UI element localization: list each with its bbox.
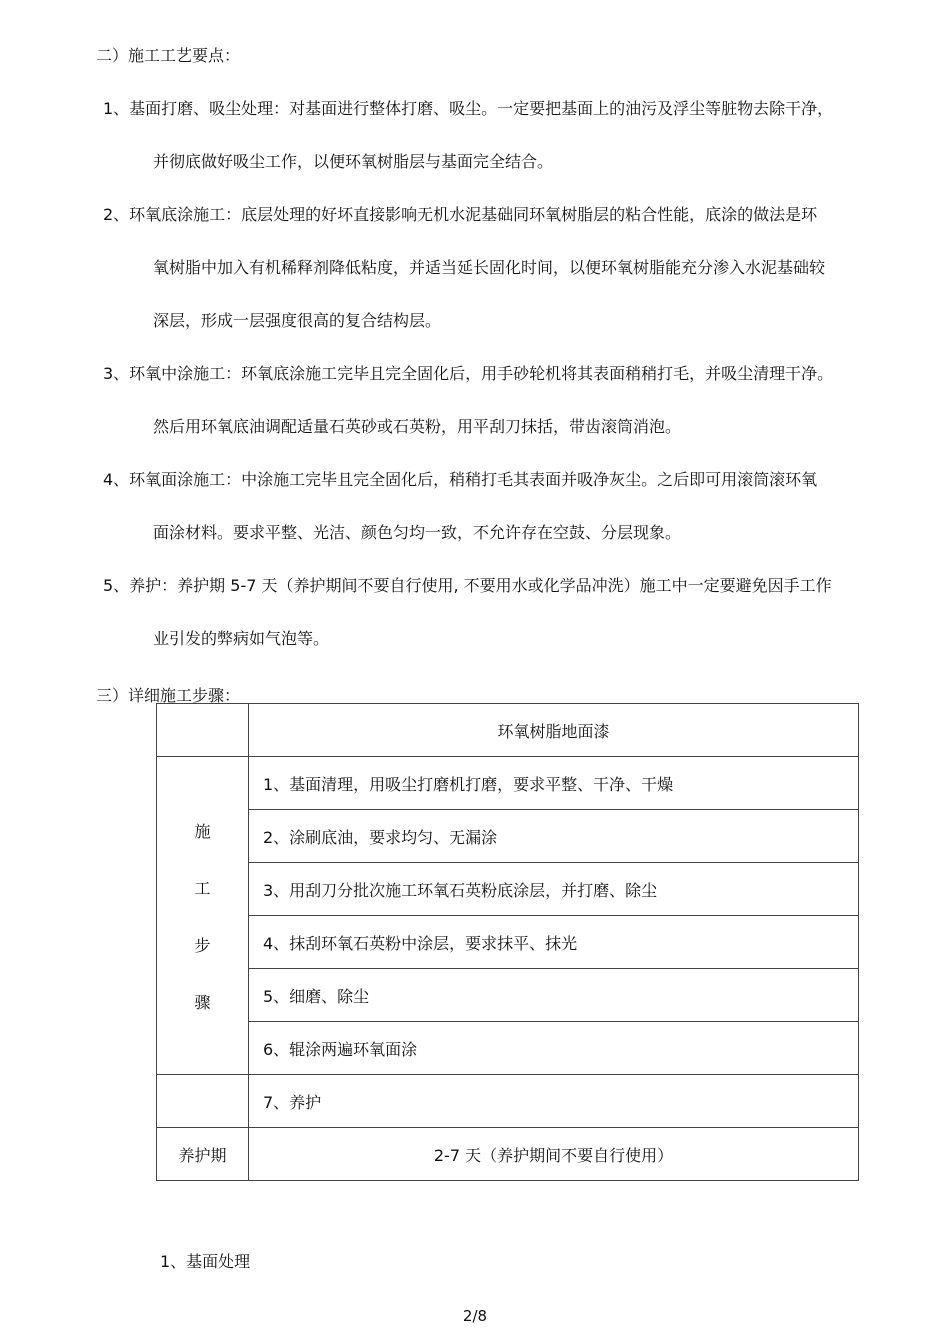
step-cell-7: 7、养护 xyxy=(249,1075,859,1128)
table-row xyxy=(157,969,859,1022)
steps-label-char: 骤 xyxy=(194,992,211,1012)
construction-steps-table xyxy=(156,703,859,1181)
steps-label-char: 步 xyxy=(194,935,211,955)
step-cell-2: 2、涂刷底油，要求均匀、无漏涂 xyxy=(249,810,859,863)
table-header-empty-cell xyxy=(157,704,249,757)
subheading-base-treatment: 1、基面处理 xyxy=(160,1252,251,1271)
item2-line2: 氧树脂中加入有机稀释剂降低粘度，并适当延长固化时间，以便环氧树脂能充分渗入水泥基础较 xyxy=(153,258,826,277)
table-row xyxy=(157,757,859,810)
table-row xyxy=(157,1128,859,1181)
page-number: 2/8 xyxy=(462,1307,488,1325)
table-row xyxy=(157,810,859,863)
item1-line2: 并彻底做好吸尘工作，以便环氧树脂层与基面完全结合。 xyxy=(153,152,554,171)
item1-line1: 1、基面打磨、吸尘处理：对基面进行整体打磨、吸尘。一定要把基面上的油污及浮尘等脏物去除干净， xyxy=(103,99,834,118)
step-cell-5: 5、细磨、除尘 xyxy=(249,969,859,1022)
curing-value-cell: 2-7 天（养护期间不要自行使用） xyxy=(249,1128,859,1181)
step7-empty-cell xyxy=(157,1075,249,1128)
table-row xyxy=(157,1075,859,1128)
item4-line2: 面涂材料。要求平整、光洁、颜色匀均一致，不允许存在空鼓、分层现象。 xyxy=(153,523,682,542)
item3-line1: 3、环氧中涂施工：环氧底涂施工完毕且完全固化后，用手砂轮机将其表面稍稍打毛，并吸尘清理干净。 xyxy=(103,364,834,383)
steps-label-char: 工 xyxy=(194,878,211,898)
steps-label-cell xyxy=(157,757,249,1075)
curing-label-cell: 养护期 xyxy=(157,1128,249,1181)
item2-line1: 2、环氧底涂施工：底层处理的好坏直接影响无机水泥基础同环氧树脂层的粘合性能，底涂的做法是环 xyxy=(103,205,818,224)
table-header-title: 环氧树脂地面漆 xyxy=(249,704,859,757)
item5-line2: 业引发的弊病如气泡等。 xyxy=(153,629,330,648)
step-cell-4: 4、抹刮环氧石英粉中涂层，要求抹平、抹光 xyxy=(249,916,859,969)
item4-line1: 4、环氧面涂施工：中涂施工完毕且完全固化后，稍稍打毛其表面并吸净灰尘。之后即可用滚筒滚环氧 xyxy=(103,470,818,489)
section3-heading: 三）详细施工步骤： xyxy=(96,686,241,705)
step-cell-3: 3、用刮刀分批次施工环氧石英粉底涂层，并打磨、除尘 xyxy=(249,863,859,916)
section2-heading: 二）施工工艺要点： xyxy=(96,46,241,65)
step-cell-1: 1、基面清理，用吸尘打磨机打磨，要求平整、干净、干燥 xyxy=(249,757,859,810)
step-cell-6: 6、辊涂两遍环氧面涂 xyxy=(249,1022,859,1075)
table-row xyxy=(157,1022,859,1075)
item3-line2: 然后用环氧底油调配适量石英砂或石英粉，用平刮刀抹括，带齿滚筒消泡。 xyxy=(153,417,682,436)
steps-label-char: 施 xyxy=(194,821,211,841)
table-row xyxy=(157,916,859,969)
table-row xyxy=(157,863,859,916)
item2-line3: 深层，形成一层强度很高的复合结构层。 xyxy=(153,311,442,330)
item5-line1: 5、养护：养护期 5-7 天（养护期间不要自行使用, 不要用水或化学品冲洗）施工中一定要避免因手工作 xyxy=(103,576,832,595)
table-header-row xyxy=(157,704,859,757)
steps-label xyxy=(157,819,248,1013)
